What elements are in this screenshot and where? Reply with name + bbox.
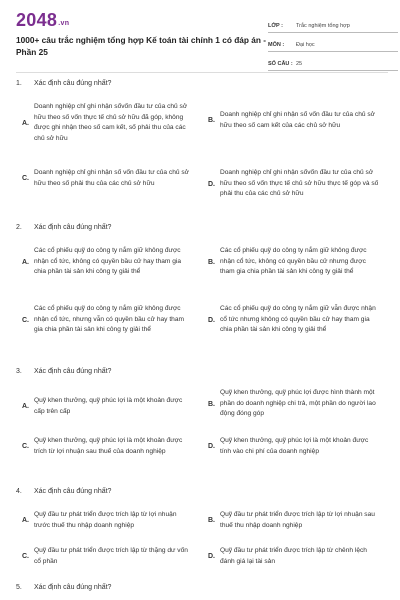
option-letter: D. — [208, 316, 215, 324]
option-b[interactable] — [202, 246, 388, 278]
meta-table — [268, 14, 398, 71]
option-c[interactable] — [16, 168, 206, 189]
option-letter: C. — [22, 553, 29, 561]
meta-row-subject — [268, 33, 398, 52]
option-text: Quỹ đầu tư phát triển được trích lập từ lợi nhuận sau thuế thu nhập doanh nghiệp — [220, 511, 375, 529]
option-text: Quỹ khen thưởng, quỹ phúc lợi là một khoản được trích từ lợi nhuận sau thuế của doanh nghiệp — [34, 437, 183, 455]
question-header — [16, 224, 388, 234]
option-letter: B. — [208, 400, 215, 408]
option-b[interactable] — [202, 510, 388, 531]
option-d[interactable] — [202, 304, 388, 336]
option-text: Quỹ đầu tư phát triển được trích lập từ chênh lệch đánh giá lại tài sản — [220, 547, 367, 565]
question-header — [16, 488, 388, 498]
meta-label: LỚP : — [268, 23, 283, 29]
question-header — [16, 80, 388, 90]
option-d[interactable] — [202, 546, 388, 567]
option-text: Quỹ khen thưởng, quỹ phúc lợi là một khoản được tính vào chi phí của doanh nghiệp — [220, 437, 369, 455]
option-letter: B. — [208, 117, 215, 125]
meta-row-count — [268, 52, 398, 71]
question-5 — [16, 584, 388, 598]
question-1 — [16, 80, 388, 220]
option-letter: C. — [22, 443, 29, 451]
option-letter: D. — [208, 553, 215, 561]
option-a[interactable] — [16, 396, 206, 417]
document-title: 1000+ câu trắc nghiệm tổng hợp Kế toán tài chính 1 có đáp án - Phần 25 — [16, 35, 267, 57]
option-a[interactable] — [16, 246, 206, 278]
option-text: Quỹ khen thưởng, quỹ phúc lợi là một khoản được cấp trên cấp — [34, 397, 183, 415]
option-text: Doanh nghiệp chỉ ghi nhận số vốn đầu tư của chủ sở hữu theo số cam kết của các chủ sở hữu — [220, 111, 376, 129]
question-number: 5. — [16, 584, 22, 591]
question-header — [16, 368, 388, 378]
question-3 — [16, 368, 388, 488]
option-b[interactable] — [202, 110, 388, 131]
option-text: Doanh nghiệp chỉ ghi nhận sốvốn đầu tư của chủ sở hữu theo số vốn thực tế chủ sở hữu đã góp, không được ghi nhận theo số cam kết, số phải thu của các chủ sở hữu — [34, 103, 188, 143]
meta-value: Đại học — [296, 42, 315, 48]
option-letter: A. — [22, 119, 29, 127]
question-prompt: Xác định câu đúng nhất? — [34, 224, 112, 231]
logo-suffix: .vn — [58, 20, 70, 27]
option-letter: D. — [208, 443, 215, 451]
meta-value: Trắc nghiệm tổng hợp — [296, 23, 350, 29]
question-prompt: Xác định câu đúng nhất? — [34, 80, 112, 87]
meta-label: MÔN : — [268, 42, 285, 48]
option-d[interactable] — [202, 436, 388, 457]
question-number: 4. — [16, 488, 22, 495]
option-letter: C. — [22, 316, 29, 324]
question-prompt: Xác định câu đúng nhất? — [34, 368, 112, 375]
option-letter: A. — [22, 517, 29, 525]
option-b[interactable] — [202, 388, 388, 420]
option-text: Các cổ phiếu quỹ do công ty nắm giữ không được nhận cổ tức, không có quyền bầu cử hay tham gia chia phần tài sản khi công ty giải thể — [34, 247, 182, 276]
option-a[interactable] — [16, 102, 206, 145]
option-d[interactable] — [202, 168, 388, 200]
header-divider — [16, 72, 388, 73]
meta-value: 25 — [296, 61, 303, 67]
option-letter: A. — [22, 403, 29, 411]
question-number: 2. — [16, 224, 22, 231]
question-prompt: Xác định câu đúng nhất? — [34, 584, 112, 591]
meta-row-class — [268, 14, 398, 33]
option-letter: A. — [22, 258, 29, 266]
site-logo[interactable] — [16, 10, 69, 31]
question-number: 3. — [16, 368, 22, 375]
option-letter: D. — [208, 180, 215, 188]
option-text: Doanh nghiệp chỉ ghi nhận số vốn đầu tư của chủ sở hữu theo số phải thu của các chủ sở hữu — [34, 169, 190, 187]
option-c[interactable] — [16, 436, 206, 457]
option-letter: C. — [22, 175, 29, 183]
option-text: Quỹ đầu tư phát triển được trích lập từ lợi nhuận trước thuế thu nhập doanh nghiệp — [34, 511, 177, 529]
option-letter: B. — [208, 517, 215, 525]
question-header — [16, 584, 388, 594]
option-text: Doanh nghiệp chỉ ghi nhận sốvốn đầu tư của chủ sở hữu theo số vốn thực tế chủ sở hữu thực tế góp và số phải thu của các chủ sở hữu — [220, 169, 379, 198]
option-letter: B. — [208, 258, 215, 266]
header — [16, 8, 388, 68]
option-text: Quỹ đầu tư phát triển được trích lập từ thặng dư vốn cổ phần — [34, 547, 188, 565]
option-a[interactable] — [16, 510, 206, 531]
logo-text: 2048 — [16, 10, 58, 30]
question-prompt: Xác định câu đúng nhất? — [34, 488, 112, 495]
question-number: 1. — [16, 80, 22, 87]
option-text: Các cổ phiếu quỹ do công ty nắm giữ không được nhận cổ tức, không có quyền bầu cử nhưng được tham gia chia phần tài sản khi công ty giải thể — [220, 247, 367, 276]
option-text: Các cổ phiếu quỹ do công ty nắm giữ không được nhận cổ tức, nhưng vẫn có quyền bầu cử hay tham gia chia phần tài sản khi công ty giải thể — [34, 305, 184, 334]
question-4 — [16, 488, 388, 584]
question-2 — [16, 224, 388, 364]
option-c[interactable] — [16, 546, 206, 567]
option-text: Quỹ khen thưởng, quỹ phúc lợi được hình thành một phần do doanh nghiệp chi trả, một phần do người lao động đóng góp — [220, 389, 376, 418]
meta-label: SỐ CÂU : — [268, 61, 293, 67]
option-text: Các cổ phiếu quỹ do công ty nắm giữ vẫn được nhận cổ tức nhưng không có quyền bầu cử hay tham gia chia phần tài sản khi công ty giải thể — [220, 305, 376, 334]
option-c[interactable] — [16, 304, 206, 336]
